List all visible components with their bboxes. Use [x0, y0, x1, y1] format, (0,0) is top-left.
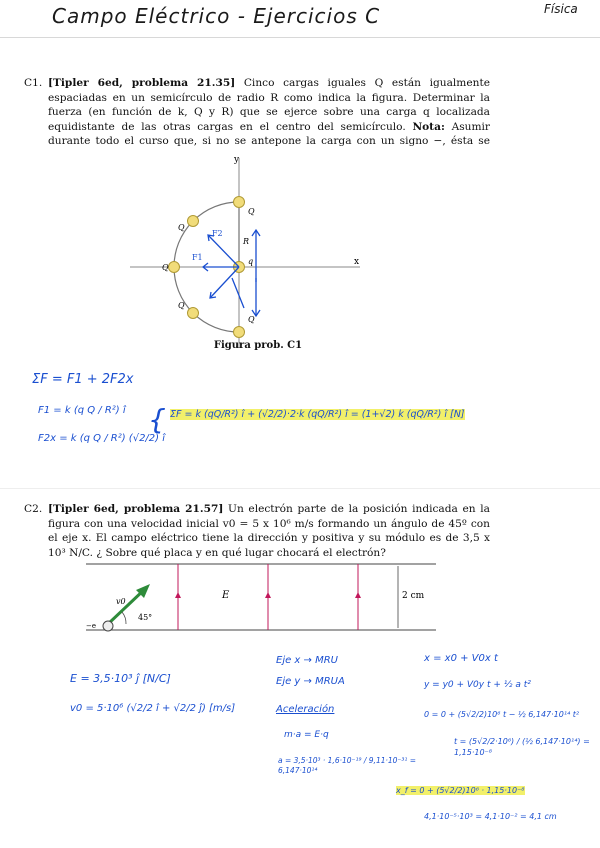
subject-label: Física	[544, 2, 578, 16]
problem-c2-body: Un electrón parte de la posición indicada en la figura con una velocidad inicial v0 = 5 x 10⁶ m/s formando un ángulo de 45º con el eje x. El campo eléctrico tiene la dirección y positiva y su módulo es de 3,5 x 10³ N/C. ¿ Sobre qué placa y en qué lugar chocará el electrón?	[48, 503, 490, 559]
c2-x-final-highlight: x_f = 0 + (5√2/2)10⁶ · 1,15·10⁻⁸	[396, 786, 525, 795]
c1-result	[170, 408, 502, 422]
field-arrow-1	[175, 592, 181, 598]
charge-bottom	[234, 327, 245, 338]
figure-c2	[86, 562, 436, 636]
c2-y-sub: 0 = 0 + (5√2/2)10⁶ t − ½ 6,147·10¹⁴ t²	[424, 710, 580, 719]
arrow-f2-up	[208, 235, 239, 267]
section-rule	[0, 488, 600, 489]
charge-upper-left	[188, 216, 199, 227]
header-rule	[0, 37, 600, 38]
c2-x-final	[396, 786, 596, 795]
field-arrow-2	[265, 592, 271, 598]
c2-accel-calc: a = 3,5·10³ · 1,6·10⁻¹⁹ / 9,11·10⁻³¹ = 6,147·10¹⁴	[278, 756, 417, 775]
v0-label: v0	[116, 597, 126, 606]
x-axis-label: x	[354, 257, 360, 267]
label-q-upper-left: Q	[178, 223, 185, 232]
y-axis-label: y	[234, 155, 240, 165]
label-f1: F1	[192, 253, 203, 262]
problem-c1-note: Asumir durante todo el curso que, si no se antepone la carga con un signo −, ésta se	[48, 120, 490, 148]
c2-x-result: 4,1·10⁻⁵·10³ = 4,1·10⁻² = 4,1 cm	[424, 812, 557, 821]
c1-result-highlight: ΣF = k (qQ/R²) î + (√2/2)·2·k (qQ/R²) î = (1+√2) k (qQ/R²) î [N]	[170, 409, 465, 420]
problem-c2-number: C2.	[24, 503, 43, 515]
c2-y-eq: y = y0 + V0y t + ½ a t²	[424, 680, 531, 690]
label-q-top: Q	[248, 207, 255, 216]
problem-c1-note-label: Nota:	[412, 120, 445, 133]
angle-label: 45°	[138, 613, 153, 622]
label-f2: F2	[212, 229, 223, 238]
c2-accel-title: Aceleración	[276, 704, 335, 715]
label-q-lower-left: Q	[178, 301, 185, 310]
charge-top	[234, 197, 245, 208]
figure-c1	[30, 148, 486, 356]
arrow-f2-down	[210, 267, 239, 298]
radius-label: R	[243, 237, 250, 246]
c1-f1-line: F1 = k (q Q / R²) î	[38, 405, 126, 416]
problem-c2-source: [Tipler 6ed, problema 21.57]	[48, 503, 224, 515]
label-q-bottom: Q	[248, 315, 255, 324]
c1-f2x-line: F2x = k (q Q / R²) (√2/2) î	[38, 433, 166, 444]
problem-c1-source: [Tipler 6ed, problema 21.35]	[48, 77, 236, 89]
problem-c1	[24, 76, 490, 148]
c1-sum-line: ΣF = F1 + 2F2x	[32, 372, 134, 387]
arrow-down-mid	[232, 278, 244, 308]
c2-efield: E = 3,5·10³ ĵ [N/C]	[70, 672, 171, 685]
figure-c1-caption: Figura prob. C1	[213, 340, 303, 351]
problem-c1-body: Cinco cargas iguales Q están igualmente espaciadas en un semicírculo de radio R como indica la figura. Determinar la fuerza (en función de k, Q y R) que se ejerce sobre una carga q localizada equidistante de las otras cargas en el centro del semicírculo.	[48, 77, 490, 133]
c2-newton: m·a = E·q	[284, 730, 329, 740]
semicircle-diagram	[30, 148, 486, 356]
parallel-plates-diagram	[86, 562, 436, 636]
problem-c2-text	[48, 502, 490, 560]
field-label: E	[222, 590, 230, 601]
problem-c2	[24, 502, 490, 562]
electron	[103, 621, 113, 631]
c2-axis-y: Eje y → MRUA	[276, 676, 345, 687]
c2-v0: v0 = 5·10⁶ (√2/2 î + √2/2 ĵ) [m/s]	[70, 703, 236, 714]
gap-label: 2 cm	[402, 591, 425, 601]
electron-label: −e	[86, 622, 97, 630]
c2-t-calc: t = (5√2/2·10⁶) / (½ 6,147·10¹⁴) = 1,15·10⁻⁸	[454, 737, 590, 757]
c2-axis-x: Eje x → MRU	[276, 655, 338, 666]
problem-c1-number: C1.	[24, 77, 43, 89]
label-q-center: q	[248, 257, 254, 266]
page-title: Campo Eléctrico - Ejercicios C	[52, 4, 381, 28]
c2-x-eq: x = x0 + V0x t	[424, 653, 498, 664]
charge-left	[169, 262, 180, 273]
charge-lower-left	[188, 308, 199, 319]
c1-brace: {	[148, 403, 166, 436]
angle-arc	[122, 612, 126, 624]
label-q-left: Q	[162, 263, 169, 272]
field-arrow-3	[355, 592, 361, 598]
